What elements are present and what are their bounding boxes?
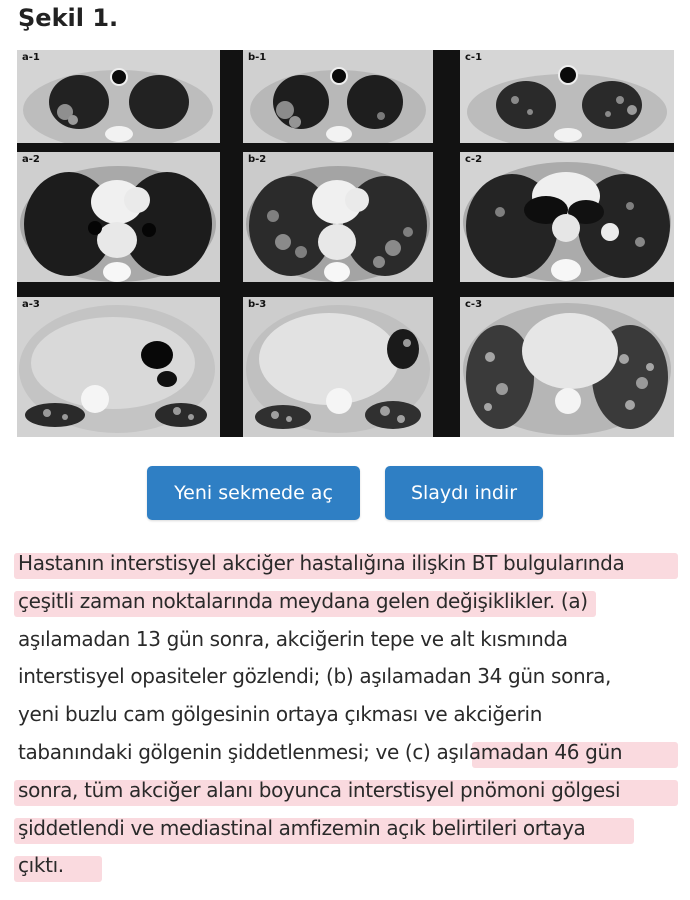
panel-label: b-3 — [248, 299, 267, 310]
ct-panel-a1 — [17, 50, 220, 143]
ct-panel-b1 — [243, 50, 433, 143]
caption-line: çeşitli zaman noktalarında meydana gelen değişiklikler. (a) — [18, 588, 588, 613]
download-slide-button[interactable]: Slaydı indir — [385, 466, 543, 520]
panel-label: c-1 — [465, 52, 483, 63]
panel-label: c-2 — [465, 154, 483, 165]
ct-panel-c2 — [460, 152, 674, 282]
panel-label: a-1 — [22, 52, 40, 63]
caption-line: Hastanın interstisyel akciğer hastalığına ilişkin BT bulgularında — [18, 551, 625, 575]
caption-line: interstisyel opasiteler gözlendi; (b) aşılamadan 34 gün sonra, — [18, 664, 612, 689]
caption-line: tabanındaki gölgenin şiddetlenmesi; ve (c) aşılamadan 46 gün — [18, 739, 623, 764]
panel-label: c-3 — [465, 299, 483, 310]
ct-panel-c1 — [460, 50, 674, 143]
caption-line: şiddetlendi ve mediastinal amfizemin açık belirtileri ortaya — [18, 815, 586, 840]
panel-label: a-3 — [22, 299, 40, 310]
ct-panel-a2 — [17, 152, 220, 282]
panel-label: b-1 — [248, 52, 267, 63]
figure-title: Şekil 1. — [18, 4, 119, 32]
panel-label: a-2 — [22, 154, 40, 165]
panel-label: b-2 — [248, 154, 267, 165]
ct-panel-b2 — [243, 152, 433, 282]
caption-line: yeni buzlu cam gölgesinin ortaya çıkması ve akciğerin — [18, 702, 543, 727]
caption-text — [18, 545, 678, 885]
ct-panel-a3 — [17, 297, 220, 437]
ct-figure[interactable] — [17, 50, 674, 437]
ct-panel-c3 — [460, 297, 674, 437]
ct-panel-b3 — [243, 297, 433, 437]
caption-line: sonra, tüm akciğer alanı boyunca interstisyel pnömoni gölgesi — [18, 777, 621, 802]
figure-caption — [18, 545, 678, 885]
open-new-tab-button[interactable]: Yeni sekmede aç — [147, 466, 360, 520]
caption-line: çıktı. — [18, 853, 64, 878]
caption-line: aşılamadan 13 gün sonra, akciğerin tepe ve alt kısmında — [18, 626, 568, 651]
